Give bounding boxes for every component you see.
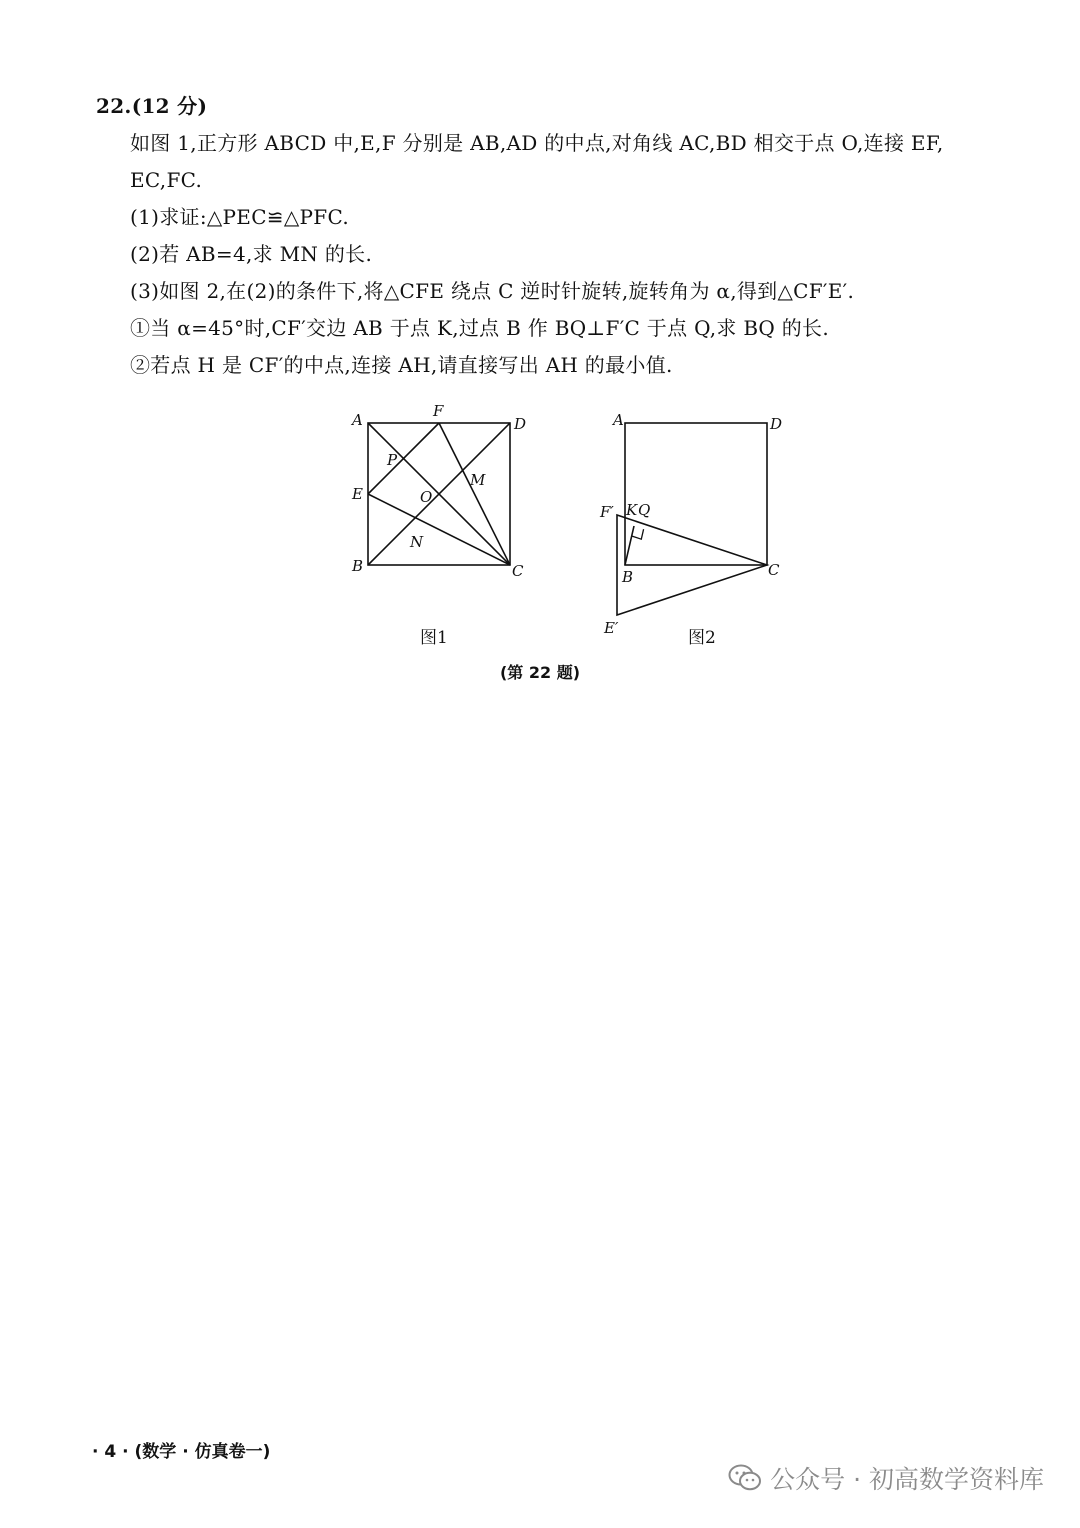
label-c-2: C: [768, 561, 780, 579]
segment-ec: [368, 494, 510, 565]
segment-fc: [439, 423, 510, 565]
label-b: B: [352, 557, 364, 575]
label-f: F: [433, 402, 444, 420]
label-m: M: [470, 471, 486, 489]
label-a: A: [352, 411, 363, 429]
figure-2: [598, 405, 798, 645]
watermark: [728, 1460, 1044, 1496]
label-f-prime: F′: [600, 503, 614, 521]
figure-2-caption: 图2: [688, 628, 716, 648]
problem-part3: (3)如图 2,在(2)的条件下,将△CFE 绕点 C 逆时针旋转,旋转角为 α,得到△CF′E′.: [130, 279, 855, 303]
label-o: O: [420, 488, 433, 506]
label-n: N: [410, 533, 424, 551]
page-footer: · 4 · (数学 · 仿真卷一): [92, 1442, 271, 1462]
problem-intro-line2: EC,FC.: [130, 168, 203, 192]
label-p: P: [387, 451, 398, 469]
label-k: K: [626, 501, 638, 519]
watermark-text: 公众号 · 初高数学资料库: [770, 1465, 1044, 1494]
label-b-2: B: [622, 568, 634, 586]
square-abcd-2: [625, 423, 767, 565]
label-q: Q: [638, 501, 651, 519]
problem-part2: (2)若 AB=4,求 MN 的长.: [130, 242, 373, 266]
wechat-icon: [728, 1463, 762, 1493]
figure-1-caption: 图1: [420, 628, 448, 648]
problem-part1: (1)求证:△PEC≌△PFC.: [130, 205, 350, 229]
label-c: C: [512, 562, 524, 580]
label-e: E: [352, 485, 363, 503]
figures: [330, 395, 810, 655]
label-e-prime: E′: [604, 619, 619, 637]
problem-part3-1: ①当 α=45°时,CF′交边 AB 于点 K,过点 B 作 BQ⊥F′C 于点 Q,求 BQ 的长.: [130, 316, 829, 340]
problem-number: 22.(12 分): [96, 94, 208, 118]
label-d: D: [514, 415, 527, 433]
label-d-2: D: [770, 415, 783, 433]
problem-part3-2: ②若点 H 是 CF′的中点,连接 AH,请直接写出 AH 的最小值.: [130, 353, 673, 377]
label-a-2: A: [613, 411, 624, 429]
figure-1: [350, 402, 550, 605]
question-caption: (第 22 题): [499, 663, 581, 682]
segment-bq: [625, 526, 634, 565]
problem-intro-line1: 如图 1,正方形 ABCD 中,E,F 分别是 AB,AD 的中点,对角线 AC,BD 相交于点 O,连接 EF,: [130, 131, 944, 155]
problem-22: [96, 88, 1046, 384]
